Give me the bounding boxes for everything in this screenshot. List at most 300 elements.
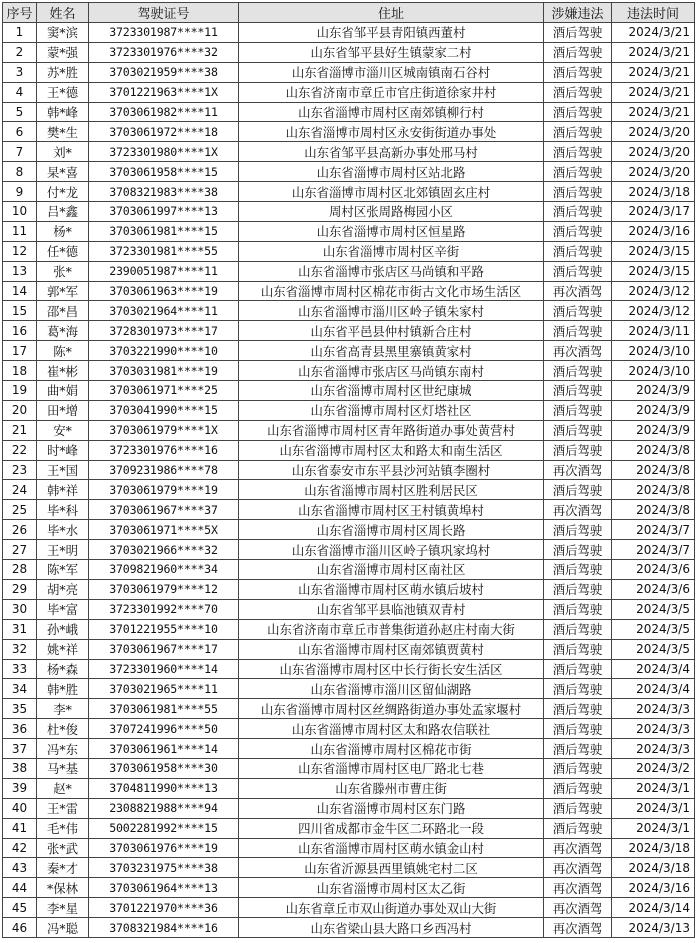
cell-address: 山东省淄博市周村区南郊镇贾黄村 [239, 639, 544, 659]
cell-serial: 28 [3, 560, 37, 580]
cell-date: 2024/3/9 [612, 420, 695, 440]
cell-name: 冯*聪 [37, 918, 89, 938]
cell-address: 山东省淄博市周村区王村镇黄埠村 [239, 500, 544, 520]
cell-violation: 再次酒驾 [544, 858, 612, 878]
cell-violation: 酒后驾驶 [544, 480, 612, 500]
cell-address: 山东省梁山县大路口乡西冯村 [239, 918, 544, 938]
table-body [3, 23, 695, 938]
cell-violation: 再次酒驾 [544, 878, 612, 898]
cell-address: 山东省淄博市周村区辛街 [239, 241, 544, 261]
cell-date: 2024/3/7 [612, 540, 695, 560]
cell-name: 胡*亮 [37, 579, 89, 599]
table-row [3, 301, 695, 321]
cell-violation: 酒后驾驶 [544, 818, 612, 838]
cell-license: 3704811990****13 [89, 778, 239, 798]
cell-violation: 酒后驾驶 [544, 619, 612, 639]
cell-date: 2024/3/5 [612, 639, 695, 659]
cell-date: 2024/3/4 [612, 659, 695, 679]
header-violation: 涉嫌违法 [544, 3, 612, 23]
cell-license: 3703221990****10 [89, 341, 239, 361]
cell-date: 2024/3/15 [612, 241, 695, 261]
cell-name: 马*基 [37, 758, 89, 778]
table-row [3, 878, 695, 898]
table-row [3, 321, 695, 341]
table-row [3, 818, 695, 838]
cell-violation: 酒后驾驶 [544, 162, 612, 182]
cell-license: 3703061972****18 [89, 122, 239, 142]
table-row [3, 281, 695, 301]
header-date: 违法时间 [612, 3, 695, 23]
cell-name: *保林 [37, 878, 89, 898]
table-row [3, 82, 695, 102]
cell-name: 毕*水 [37, 520, 89, 540]
cell-violation: 酒后驾驶 [544, 122, 612, 142]
cell-date: 2024/3/6 [612, 560, 695, 580]
cell-address: 山东省淄博市周村区永安街街道办事处 [239, 122, 544, 142]
cell-date: 2024/3/12 [612, 281, 695, 301]
cell-license: 3723301987****11 [89, 23, 239, 43]
cell-violation: 酒后驾驶 [544, 400, 612, 420]
cell-license: 3709821960****34 [89, 560, 239, 580]
cell-license: 3723301992****70 [89, 599, 239, 619]
cell-serial: 26 [3, 520, 37, 540]
table-row [3, 639, 695, 659]
cell-violation: 再次酒驾 [544, 918, 612, 938]
cell-serial: 37 [3, 739, 37, 759]
cell-serial: 40 [3, 798, 37, 818]
cell-address: 山东省淄博市淄川区城南镇南石谷村 [239, 62, 544, 82]
cell-address: 山东省淄博市周村区中长行街长安生活区 [239, 659, 544, 679]
cell-serial: 17 [3, 341, 37, 361]
cell-violation: 酒后驾驶 [544, 62, 612, 82]
cell-serial: 39 [3, 778, 37, 798]
cell-name: 苏*胜 [37, 62, 89, 82]
cell-violation: 酒后驾驶 [544, 719, 612, 739]
cell-violation: 酒后驾驶 [544, 142, 612, 162]
table-row [3, 540, 695, 560]
cell-license: 5002281992****15 [89, 818, 239, 838]
cell-date: 2024/3/21 [612, 42, 695, 62]
table-row [3, 560, 695, 580]
cell-address: 山东省淄博市周村区棉花市街古文化市场生活区 [239, 281, 544, 301]
cell-date: 2024/3/8 [612, 480, 695, 500]
cell-address: 山东省淄博市周村区太乙街 [239, 878, 544, 898]
cell-license: 3703021964****11 [89, 301, 239, 321]
table-row [3, 420, 695, 440]
cell-serial: 11 [3, 221, 37, 241]
table-row [3, 500, 695, 520]
header-serial: 序号 [3, 3, 37, 23]
table-row [3, 162, 695, 182]
cell-date: 2024/3/3 [612, 699, 695, 719]
cell-license: 2308821988****94 [89, 798, 239, 818]
violations-table [2, 2, 695, 938]
table-row [3, 361, 695, 381]
cell-name: 葛*海 [37, 321, 89, 341]
cell-date: 2024/3/18 [612, 182, 695, 202]
cell-license: 3709231986****78 [89, 460, 239, 480]
cell-date: 2024/3/10 [612, 341, 695, 361]
cell-name: 蒙*强 [37, 42, 89, 62]
cell-name: 毕*富 [37, 599, 89, 619]
cell-address: 四川省成都市金牛区二环路北一段 [239, 818, 544, 838]
cell-date: 2024/3/5 [612, 599, 695, 619]
table-row [3, 858, 695, 878]
cell-license: 3703021966****32 [89, 540, 239, 560]
cell-date: 2024/3/6 [612, 579, 695, 599]
cell-date: 2024/3/8 [612, 440, 695, 460]
cell-violation: 再次酒驾 [544, 898, 612, 918]
cell-violation: 酒后驾驶 [544, 102, 612, 122]
cell-license: 3723301981****55 [89, 241, 239, 261]
cell-violation: 酒后驾驶 [544, 540, 612, 560]
cell-violation: 酒后驾驶 [544, 798, 612, 818]
cell-date: 2024/3/20 [612, 162, 695, 182]
cell-name: 韩*祥 [37, 480, 89, 500]
cell-license: 3728301973****17 [89, 321, 239, 341]
cell-violation: 酒后驾驶 [544, 42, 612, 62]
cell-name: 杨* [37, 221, 89, 241]
table-row [3, 221, 695, 241]
cell-serial: 10 [3, 202, 37, 222]
cell-address: 山东省淄博市周村区站北路 [239, 162, 544, 182]
cell-address: 山东省沂源县西里镇姚宅村二区 [239, 858, 544, 878]
table-row [3, 599, 695, 619]
cell-serial: 44 [3, 878, 37, 898]
cell-date: 2024/3/20 [612, 122, 695, 142]
table-row [3, 520, 695, 540]
cell-license: 3703061979****19 [89, 480, 239, 500]
cell-name: 杨*森 [37, 659, 89, 679]
header-row [3, 3, 695, 23]
cell-license: 3703061958****30 [89, 758, 239, 778]
cell-serial: 38 [3, 758, 37, 778]
cell-serial: 21 [3, 420, 37, 440]
cell-serial: 6 [3, 122, 37, 142]
cell-violation: 酒后驾驶 [544, 758, 612, 778]
cell-name: 王*国 [37, 460, 89, 480]
cell-date: 2024/3/8 [612, 500, 695, 520]
cell-name: 陈* [37, 341, 89, 361]
table-row [3, 142, 695, 162]
cell-date: 2024/3/16 [612, 878, 695, 898]
cell-violation: 酒后驾驶 [544, 301, 612, 321]
cell-serial: 19 [3, 381, 37, 401]
cell-license: 3703061981****55 [89, 699, 239, 719]
table-row [3, 460, 695, 480]
cell-date: 2024/3/5 [612, 619, 695, 639]
cell-address: 山东省淄博市周村区灯塔社区 [239, 400, 544, 420]
cell-violation: 再次酒驾 [544, 838, 612, 858]
cell-date: 2024/3/1 [612, 778, 695, 798]
cell-date: 2024/3/16 [612, 221, 695, 241]
cell-serial: 20 [3, 400, 37, 420]
table-row [3, 659, 695, 679]
table-row [3, 798, 695, 818]
cell-violation: 酒后驾驶 [544, 381, 612, 401]
cell-violation: 酒后驾驶 [544, 739, 612, 759]
cell-serial: 42 [3, 838, 37, 858]
cell-address: 山东省淄博市淄川区岭子镇朱家村 [239, 301, 544, 321]
cell-date: 2024/3/3 [612, 719, 695, 739]
cell-address: 山东省邹平县临池镇双青村 [239, 599, 544, 619]
cell-name: 时*峰 [37, 440, 89, 460]
cell-license: 2390051987****11 [89, 261, 239, 281]
cell-address: 山东省淄博市周村区棉花市街 [239, 739, 544, 759]
cell-name: 田*增 [37, 400, 89, 420]
table-row [3, 898, 695, 918]
cell-license: 3703021959****38 [89, 62, 239, 82]
cell-address: 山东省章丘市双山街道办事处双山大街 [239, 898, 544, 918]
cell-address: 山东省淄博市周村区萌水镇金山村 [239, 838, 544, 858]
cell-serial: 32 [3, 639, 37, 659]
cell-violation: 再次酒驾 [544, 341, 612, 361]
cell-license: 3703021965****11 [89, 679, 239, 699]
cell-license: 3703061979****1X [89, 420, 239, 440]
cell-license: 3723301960****14 [89, 659, 239, 679]
cell-serial: 1 [3, 23, 37, 43]
cell-address: 山东省淄博市周村区萌水镇后坡村 [239, 579, 544, 599]
cell-name: 王*雷 [37, 798, 89, 818]
cell-address: 山东省淄博市周村区周长路 [239, 520, 544, 540]
cell-name: 吕*鑫 [37, 202, 89, 222]
cell-address: 山东省淄博市周村区南郊镇柳行村 [239, 102, 544, 122]
cell-address: 山东省淄博市周村区胜利居民区 [239, 480, 544, 500]
table-row [3, 202, 695, 222]
cell-name: 李*星 [37, 898, 89, 918]
cell-name: 樊*生 [37, 122, 89, 142]
table-row [3, 440, 695, 460]
cell-address: 山东省淄博市周村区北郊镇固玄庄村 [239, 182, 544, 202]
cell-address: 山东省淄博市周村区丝绸路街道办事处孟家堰村 [239, 699, 544, 719]
cell-serial: 2 [3, 42, 37, 62]
cell-serial: 9 [3, 182, 37, 202]
cell-license: 3703061964****13 [89, 878, 239, 898]
table-row [3, 918, 695, 938]
cell-serial: 25 [3, 500, 37, 520]
cell-license: 3701221963****1X [89, 82, 239, 102]
cell-name: 孙*峨 [37, 619, 89, 639]
cell-name: 毕*科 [37, 500, 89, 520]
cell-violation: 酒后驾驶 [544, 82, 612, 102]
table-row [3, 480, 695, 500]
cell-name: 毛*伟 [37, 818, 89, 838]
cell-violation: 酒后驾驶 [544, 679, 612, 699]
cell-date: 2024/3/18 [612, 858, 695, 878]
cell-serial: 18 [3, 361, 37, 381]
cell-serial: 13 [3, 261, 37, 281]
cell-serial: 8 [3, 162, 37, 182]
cell-serial: 15 [3, 301, 37, 321]
cell-address: 山东省淄博市周村区太和路太和南生活区 [239, 440, 544, 460]
cell-date: 2024/3/18 [612, 838, 695, 858]
table-row [3, 838, 695, 858]
cell-name: 冯*东 [37, 739, 89, 759]
cell-violation: 再次酒驾 [544, 460, 612, 480]
cell-license: 3708321983****38 [89, 182, 239, 202]
cell-name: 曲*娟 [37, 381, 89, 401]
cell-license: 3703061979****12 [89, 579, 239, 599]
cell-violation: 酒后驾驶 [544, 520, 612, 540]
cell-license: 3707241996****50 [89, 719, 239, 739]
cell-name: 杲*喜 [37, 162, 89, 182]
cell-address: 山东省济南市章丘市普集街道孙赵庄村南大街 [239, 619, 544, 639]
cell-address: 山东省淄博市周村区太和路农信联社 [239, 719, 544, 739]
cell-date: 2024/3/13 [612, 918, 695, 938]
cell-license: 3703041990****15 [89, 400, 239, 420]
cell-address: 山东省高青县黑里寨镇黄家村 [239, 341, 544, 361]
cell-name: 安* [37, 420, 89, 440]
header-license: 驾驶证号 [89, 3, 239, 23]
cell-license: 3703061981****15 [89, 221, 239, 241]
cell-date: 2024/3/3 [612, 739, 695, 759]
cell-date: 2024/3/21 [612, 102, 695, 122]
cell-violation: 酒后驾驶 [544, 639, 612, 659]
cell-violation: 酒后驾驶 [544, 261, 612, 281]
cell-name: 李* [37, 699, 89, 719]
table-row [3, 719, 695, 739]
table-row [3, 758, 695, 778]
cell-serial: 27 [3, 540, 37, 560]
cell-address: 山东省淄博市张店区马尚镇和平路 [239, 261, 544, 281]
cell-license: 3703061961****14 [89, 739, 239, 759]
cell-license: 3723301976****32 [89, 42, 239, 62]
cell-name: 杜*俊 [37, 719, 89, 739]
cell-name: 崔*彬 [37, 361, 89, 381]
cell-name: 王*德 [37, 82, 89, 102]
cell-name: 秦*才 [37, 858, 89, 878]
cell-date: 2024/3/8 [612, 460, 695, 480]
table-row [3, 381, 695, 401]
cell-license: 3703061967****37 [89, 500, 239, 520]
cell-serial: 33 [3, 659, 37, 679]
cell-address: 山东省淄博市淄川区留仙湖路 [239, 679, 544, 699]
cell-name: 窦*滨 [37, 23, 89, 43]
cell-violation: 酒后驾驶 [544, 560, 612, 580]
cell-serial: 46 [3, 918, 37, 938]
cell-serial: 16 [3, 321, 37, 341]
cell-violation: 酒后驾驶 [544, 659, 612, 679]
table-row [3, 122, 695, 142]
cell-violation: 酒后驾驶 [544, 579, 612, 599]
cell-name: 郭*军 [37, 281, 89, 301]
cell-name: 韩*胜 [37, 679, 89, 699]
cell-name: 韩*峰 [37, 102, 89, 122]
cell-name: 赵* [37, 778, 89, 798]
cell-violation: 酒后驾驶 [544, 699, 612, 719]
cell-serial: 45 [3, 898, 37, 918]
cell-name: 邵*昌 [37, 301, 89, 321]
cell-date: 2024/3/9 [612, 381, 695, 401]
cell-serial: 41 [3, 818, 37, 838]
cell-date: 2024/3/21 [612, 82, 695, 102]
cell-serial: 35 [3, 699, 37, 719]
cell-address: 山东省淄博市周村区电厂路北七巷 [239, 758, 544, 778]
cell-address: 山东省淄博市周村区南社区 [239, 560, 544, 580]
cell-violation: 再次酒驾 [544, 500, 612, 520]
cell-violation: 酒后驾驶 [544, 599, 612, 619]
cell-violation: 酒后驾驶 [544, 778, 612, 798]
cell-license: 3703031981****19 [89, 361, 239, 381]
table-row [3, 62, 695, 82]
cell-violation: 酒后驾驶 [544, 361, 612, 381]
table-row [3, 778, 695, 798]
cell-serial: 4 [3, 82, 37, 102]
cell-serial: 22 [3, 440, 37, 460]
cell-name: 姚*祥 [37, 639, 89, 659]
cell-date: 2024/3/4 [612, 679, 695, 699]
table-row [3, 261, 695, 281]
cell-date: 2024/3/7 [612, 520, 695, 540]
cell-address: 山东省平邑县仲村镇新合庄村 [239, 321, 544, 341]
cell-address: 山东省邹平县青阳镇西董村 [239, 23, 544, 43]
cell-address: 山东省邹平县好生镇蒙家二村 [239, 42, 544, 62]
cell-name: 付*龙 [37, 182, 89, 202]
cell-license: 3703061982****11 [89, 102, 239, 122]
cell-address: 山东省淄博市周村区青年路街道办事处黄营村 [239, 420, 544, 440]
cell-serial: 43 [3, 858, 37, 878]
cell-date: 2024/3/1 [612, 798, 695, 818]
cell-address: 山东省滕州市曹庄街 [239, 778, 544, 798]
cell-address: 山东省淄博市周村区东门路 [239, 798, 544, 818]
cell-serial: 3 [3, 62, 37, 82]
cell-serial: 12 [3, 241, 37, 261]
cell-serial: 5 [3, 102, 37, 122]
cell-violation: 酒后驾驶 [544, 23, 612, 43]
cell-serial: 23 [3, 460, 37, 480]
cell-license: 3703061958****15 [89, 162, 239, 182]
cell-date: 2024/3/20 [612, 142, 695, 162]
cell-address: 山东省淄博市周村区世纪康城 [239, 381, 544, 401]
cell-date: 2024/3/9 [612, 400, 695, 420]
cell-violation: 酒后驾驶 [544, 221, 612, 241]
table-row [3, 739, 695, 759]
cell-date: 2024/3/2 [612, 758, 695, 778]
cell-address: 山东省淄博市淄川区岭子镇巩家坞村 [239, 540, 544, 560]
cell-address: 山东省邹平县高新办事处邢马村 [239, 142, 544, 162]
cell-serial: 31 [3, 619, 37, 639]
table-row [3, 400, 695, 420]
cell-violation: 酒后驾驶 [544, 321, 612, 341]
cell-address: 山东省淄博市张店区马尚镇东南村 [239, 361, 544, 381]
cell-license: 3701221955****10 [89, 619, 239, 639]
cell-serial: 24 [3, 480, 37, 500]
table-row [3, 579, 695, 599]
cell-violation: 再次酒驾 [544, 281, 612, 301]
cell-address: 山东省淄博市周村区恒星路 [239, 221, 544, 241]
cell-name: 刘* [37, 142, 89, 162]
cell-date: 2024/3/17 [612, 202, 695, 222]
header-name: 姓名 [37, 3, 89, 23]
table-row [3, 699, 695, 719]
cell-license: 3723301976****16 [89, 440, 239, 460]
table-row [3, 23, 695, 43]
table-row [3, 679, 695, 699]
cell-violation: 酒后驾驶 [544, 182, 612, 202]
cell-date: 2024/3/15 [612, 261, 695, 281]
table-row [3, 341, 695, 361]
cell-name: 王*明 [37, 540, 89, 560]
table-row [3, 102, 695, 122]
cell-license: 3703061997****13 [89, 202, 239, 222]
cell-date: 2024/3/11 [612, 321, 695, 341]
cell-name: 任*德 [37, 241, 89, 261]
cell-license: 3703231975****38 [89, 858, 239, 878]
cell-license: 3703061967****17 [89, 639, 239, 659]
table-row [3, 42, 695, 62]
cell-license: 3723301980****1X [89, 142, 239, 162]
cell-violation: 酒后驾驶 [544, 241, 612, 261]
